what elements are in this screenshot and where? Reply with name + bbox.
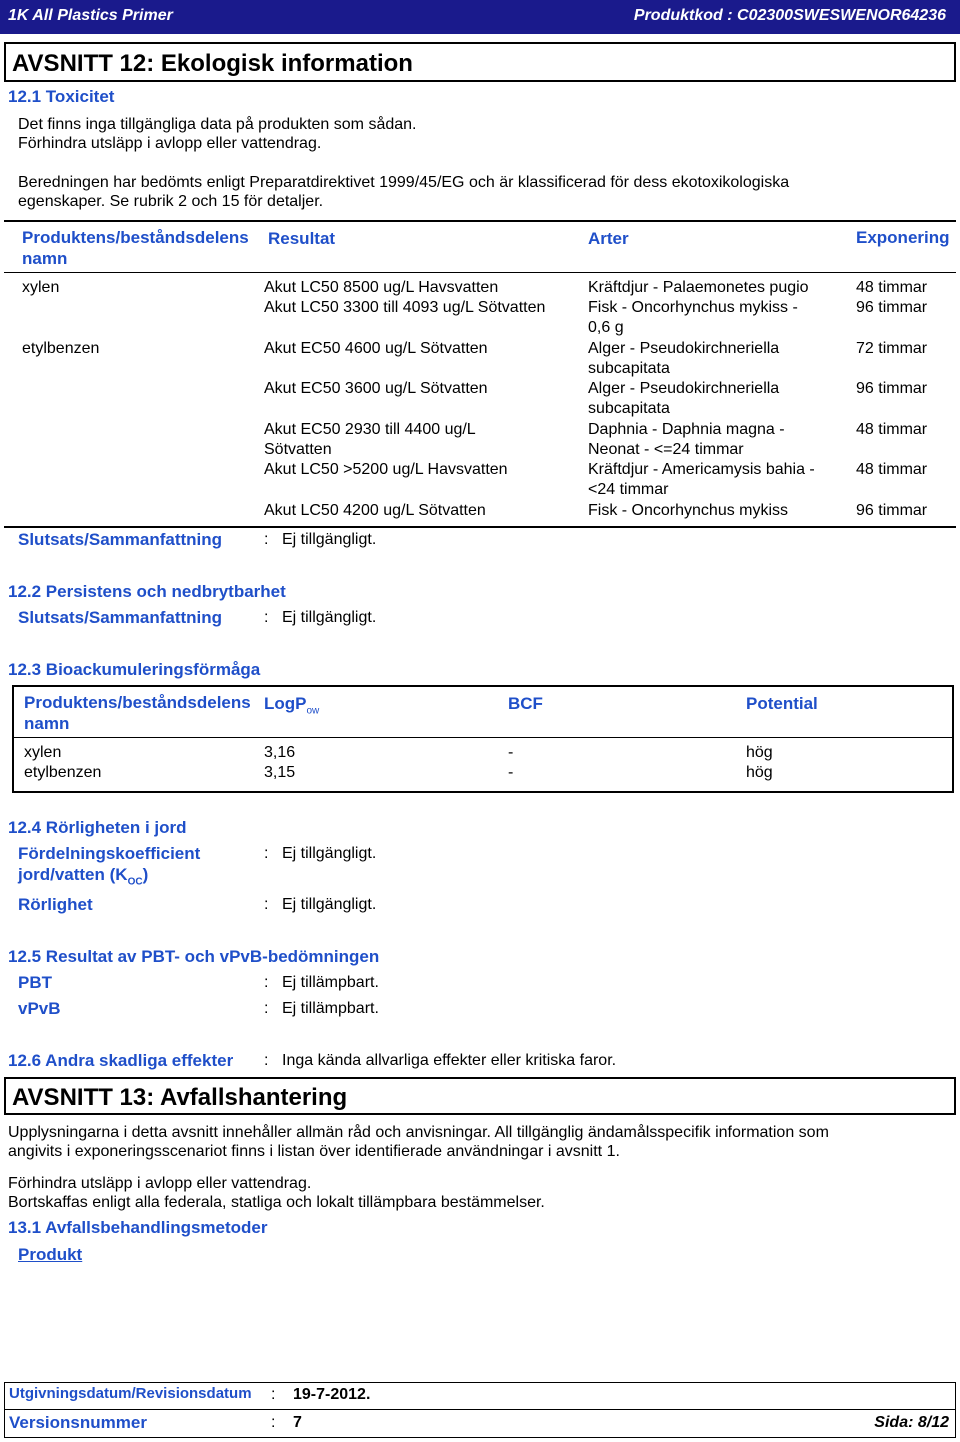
table-row-species: Fisk - Oncorhynchus mykiss: [588, 502, 789, 519]
section-13-title: AVSNITT 13: Avfallshantering: [4, 1077, 956, 1115]
toxicity-table: [4, 220, 956, 528]
document-header: [0, 0, 960, 34]
table-row-result: Akut LC50 >5200 ug/L Havsvatten: [264, 461, 508, 478]
version-value: 7: [293, 1414, 302, 1431]
th-logp: [264, 693, 319, 721]
waste-paragraph-2-line-1: Förhindra utsläpp i avlopp eller vattendrag.: [8, 1175, 312, 1192]
mobility-heading: 12.4 Rörligheten i jord: [8, 818, 187, 837]
koc-label-part: ): [142, 865, 149, 884]
koc-label-part: jord/vatten (K: [18, 865, 128, 884]
other-effects-value: Inga kända allvarliga effekter eller kritiska faror.: [282, 1052, 617, 1069]
table-row-species: Kräftdjur - Americamysis bahia -: [588, 461, 815, 478]
waste-paragraph-1-line-1: Upplysningarna i detta avsnitt innehåller allmän råd och anvisningar. All tillgänglig ändamålsspecifik information som: [8, 1124, 829, 1141]
th-result: Resultat: [268, 229, 336, 248]
colon: :: [264, 896, 269, 913]
section-12-title: AVSNITT 12: Ekologisk information: [4, 42, 956, 82]
th-logp-sub: ow: [306, 705, 320, 717]
persistence-heading: 12.2 Persistens och nedbrytbarhet: [8, 582, 286, 601]
table-row-species: Alger - Pseudokirchneriella: [588, 380, 780, 397]
koc-value: Ej tillgängligt.: [282, 845, 377, 862]
mobility-value: Ej tillgängligt.: [282, 896, 377, 913]
table-row-exposure: 96 timmar: [856, 502, 928, 519]
colon: :: [264, 1052, 269, 1069]
version-label: Versionsnummer: [9, 1413, 147, 1432]
table-row-exposure: 96 timmar: [856, 299, 928, 316]
table-row-exposure: 72 timmar: [856, 340, 928, 357]
waste-product-label: Produkt: [18, 1245, 83, 1264]
table-row-potential: hög: [746, 744, 773, 761]
table-row-bcf: -: [508, 744, 514, 761]
waste-methods-heading: 13.1 Avfallsbehandlingsmetoder: [8, 1218, 268, 1237]
footer-box: [4, 1382, 956, 1438]
other-effects-heading: 12.6 Andra skadliga effekter: [8, 1051, 234, 1070]
toxicity-paragraph-1-line-1: Det finns inga tillgängliga data på produkten som sådan.: [18, 116, 417, 133]
colon: :: [271, 1386, 276, 1403]
issue-date-label: Utgivningsdatum/Revisionsdatum: [9, 1385, 252, 1402]
table-row-result: Akut LC50 8500 ug/L Havsvatten: [264, 279, 499, 296]
toxicity-paragraph-2-line-1: Beredningen har bedömts enligt Preparatdirektivet 1999/45/EG och är klassificerad för dess ekotoxikologiska: [18, 174, 790, 191]
table-row-species: subcapitata: [588, 360, 670, 377]
th-name-line-2: namn: [24, 714, 70, 733]
th-name-line-2: namn: [22, 249, 68, 268]
colon: :: [264, 531, 269, 548]
toxicity-conclusion-value: Ej tillgängligt.: [282, 531, 377, 548]
colon: :: [271, 1414, 276, 1431]
mobility-label: Rörlighet: [18, 895, 93, 914]
table-row-species: Neonat - <=24 timmar: [588, 441, 744, 458]
substance-xylen: xylen: [22, 279, 60, 296]
table-row-species: Alger - Pseudokirchneriella: [588, 340, 780, 357]
koc-label-line-2: [18, 865, 148, 887]
waste-paragraph-1-line-2: angivits i exponeringsscenariot finns i listan över identifierade användningar i avsnitt 1.: [8, 1143, 620, 1160]
table-row-exposure: 48 timmar: [856, 461, 928, 478]
th-exposure: Exponering: [856, 228, 950, 247]
th-logp-label: LogP: [264, 694, 307, 713]
pbt-label: PBT: [18, 973, 52, 992]
th-potential: Potential: [746, 694, 818, 713]
colon: :: [264, 845, 269, 862]
product-code: Produktkod : C02300SWESWENOR64236: [633, 7, 946, 24]
table-row-exposure: 48 timmar: [856, 421, 928, 438]
bioaccumulation-heading: 12.3 Bioackumuleringsförmåga: [8, 660, 261, 679]
th-bcf: BCF: [508, 694, 543, 713]
table-row-species: 0,6 g: [588, 319, 624, 336]
toxicity-paragraph-1-line-2: Förhindra utsläpp i avlopp eller vattendrag.: [18, 135, 322, 152]
table-row-result: Akut EC50 2930 till 4400 ug/L: [264, 421, 476, 438]
toxicity-heading: 12.1 Toxicitet: [8, 87, 115, 106]
colon: :: [264, 974, 269, 991]
persistence-conclusion-label: Slutsats/Sammanfattning: [18, 608, 223, 627]
th-name-line-1: Produktens/beståndsdelens: [24, 693, 251, 712]
table-row-result: Akut LC50 3300 till 4093 ug/L Sötvatten: [264, 299, 546, 316]
pbt-value: Ej tillämpbart.: [282, 974, 379, 991]
table-row-species: Fisk - Oncorhynchus mykiss -: [588, 299, 798, 316]
substance-etylbenzen: etylbenzen: [22, 340, 100, 357]
koc-label-sub: OC: [127, 876, 143, 888]
table-row-species: <24 timmar: [588, 481, 669, 498]
table-row-result: Akut LC50 4200 ug/L Sötvatten: [264, 502, 486, 519]
pbt-heading: 12.5 Resultat av PBT- och vPvB-bedömningen: [8, 947, 380, 966]
th-species: Arter: [588, 229, 629, 248]
vpvb-value: Ej tillämpbart.: [282, 1000, 379, 1017]
vpvb-label: vPvB: [18, 999, 61, 1018]
table-row-result: Sötvatten: [264, 441, 332, 458]
table-row-result: Akut EC50 4600 ug/L Sötvatten: [264, 340, 488, 357]
bioaccumulation-table: [12, 685, 954, 793]
table-row-species: Daphnia - Daphnia magna -: [588, 421, 785, 438]
table-row-exposure: 96 timmar: [856, 380, 928, 397]
product-name: 1K All Plastics Primer: [8, 7, 173, 24]
table-row-name: etylbenzen: [24, 764, 102, 781]
table-row-name: xylen: [24, 744, 62, 761]
table-row-species: Kräftdjur - Palaemonetes pugio: [588, 279, 809, 296]
colon: :: [264, 1000, 269, 1017]
table-row-potential: hög: [746, 764, 773, 781]
table-row-species: subcapitata: [588, 400, 670, 417]
persistence-conclusion-value: Ej tillgängligt.: [282, 609, 377, 626]
table-row-exposure: 48 timmar: [856, 279, 928, 296]
table-row-bcf: -: [508, 764, 514, 781]
th-name-line-1: Produktens/beståndsdelens: [22, 228, 249, 247]
koc-label-line-1: Fördelningskoefficient: [18, 844, 201, 863]
toxicity-paragraph-2-line-2: egenskaper. Se rubrik 2 och 15 för detaljer.: [18, 193, 324, 210]
waste-paragraph-2-line-2: Bortskaffas enligt alla federala, statliga och lokalt tillämpbara bestämmelser.: [8, 1194, 545, 1211]
issue-date-value: 19-7-2012.: [293, 1386, 371, 1403]
toxicity-conclusion-label: Slutsats/Sammanfattning: [18, 530, 223, 549]
table-row-logp: 3,16: [264, 744, 296, 761]
table-row-logp: 3,15: [264, 764, 296, 781]
page-number: Sida: 8/12: [874, 1414, 949, 1431]
table-row-result: Akut EC50 3600 ug/L Sötvatten: [264, 380, 488, 397]
colon: :: [264, 609, 269, 626]
